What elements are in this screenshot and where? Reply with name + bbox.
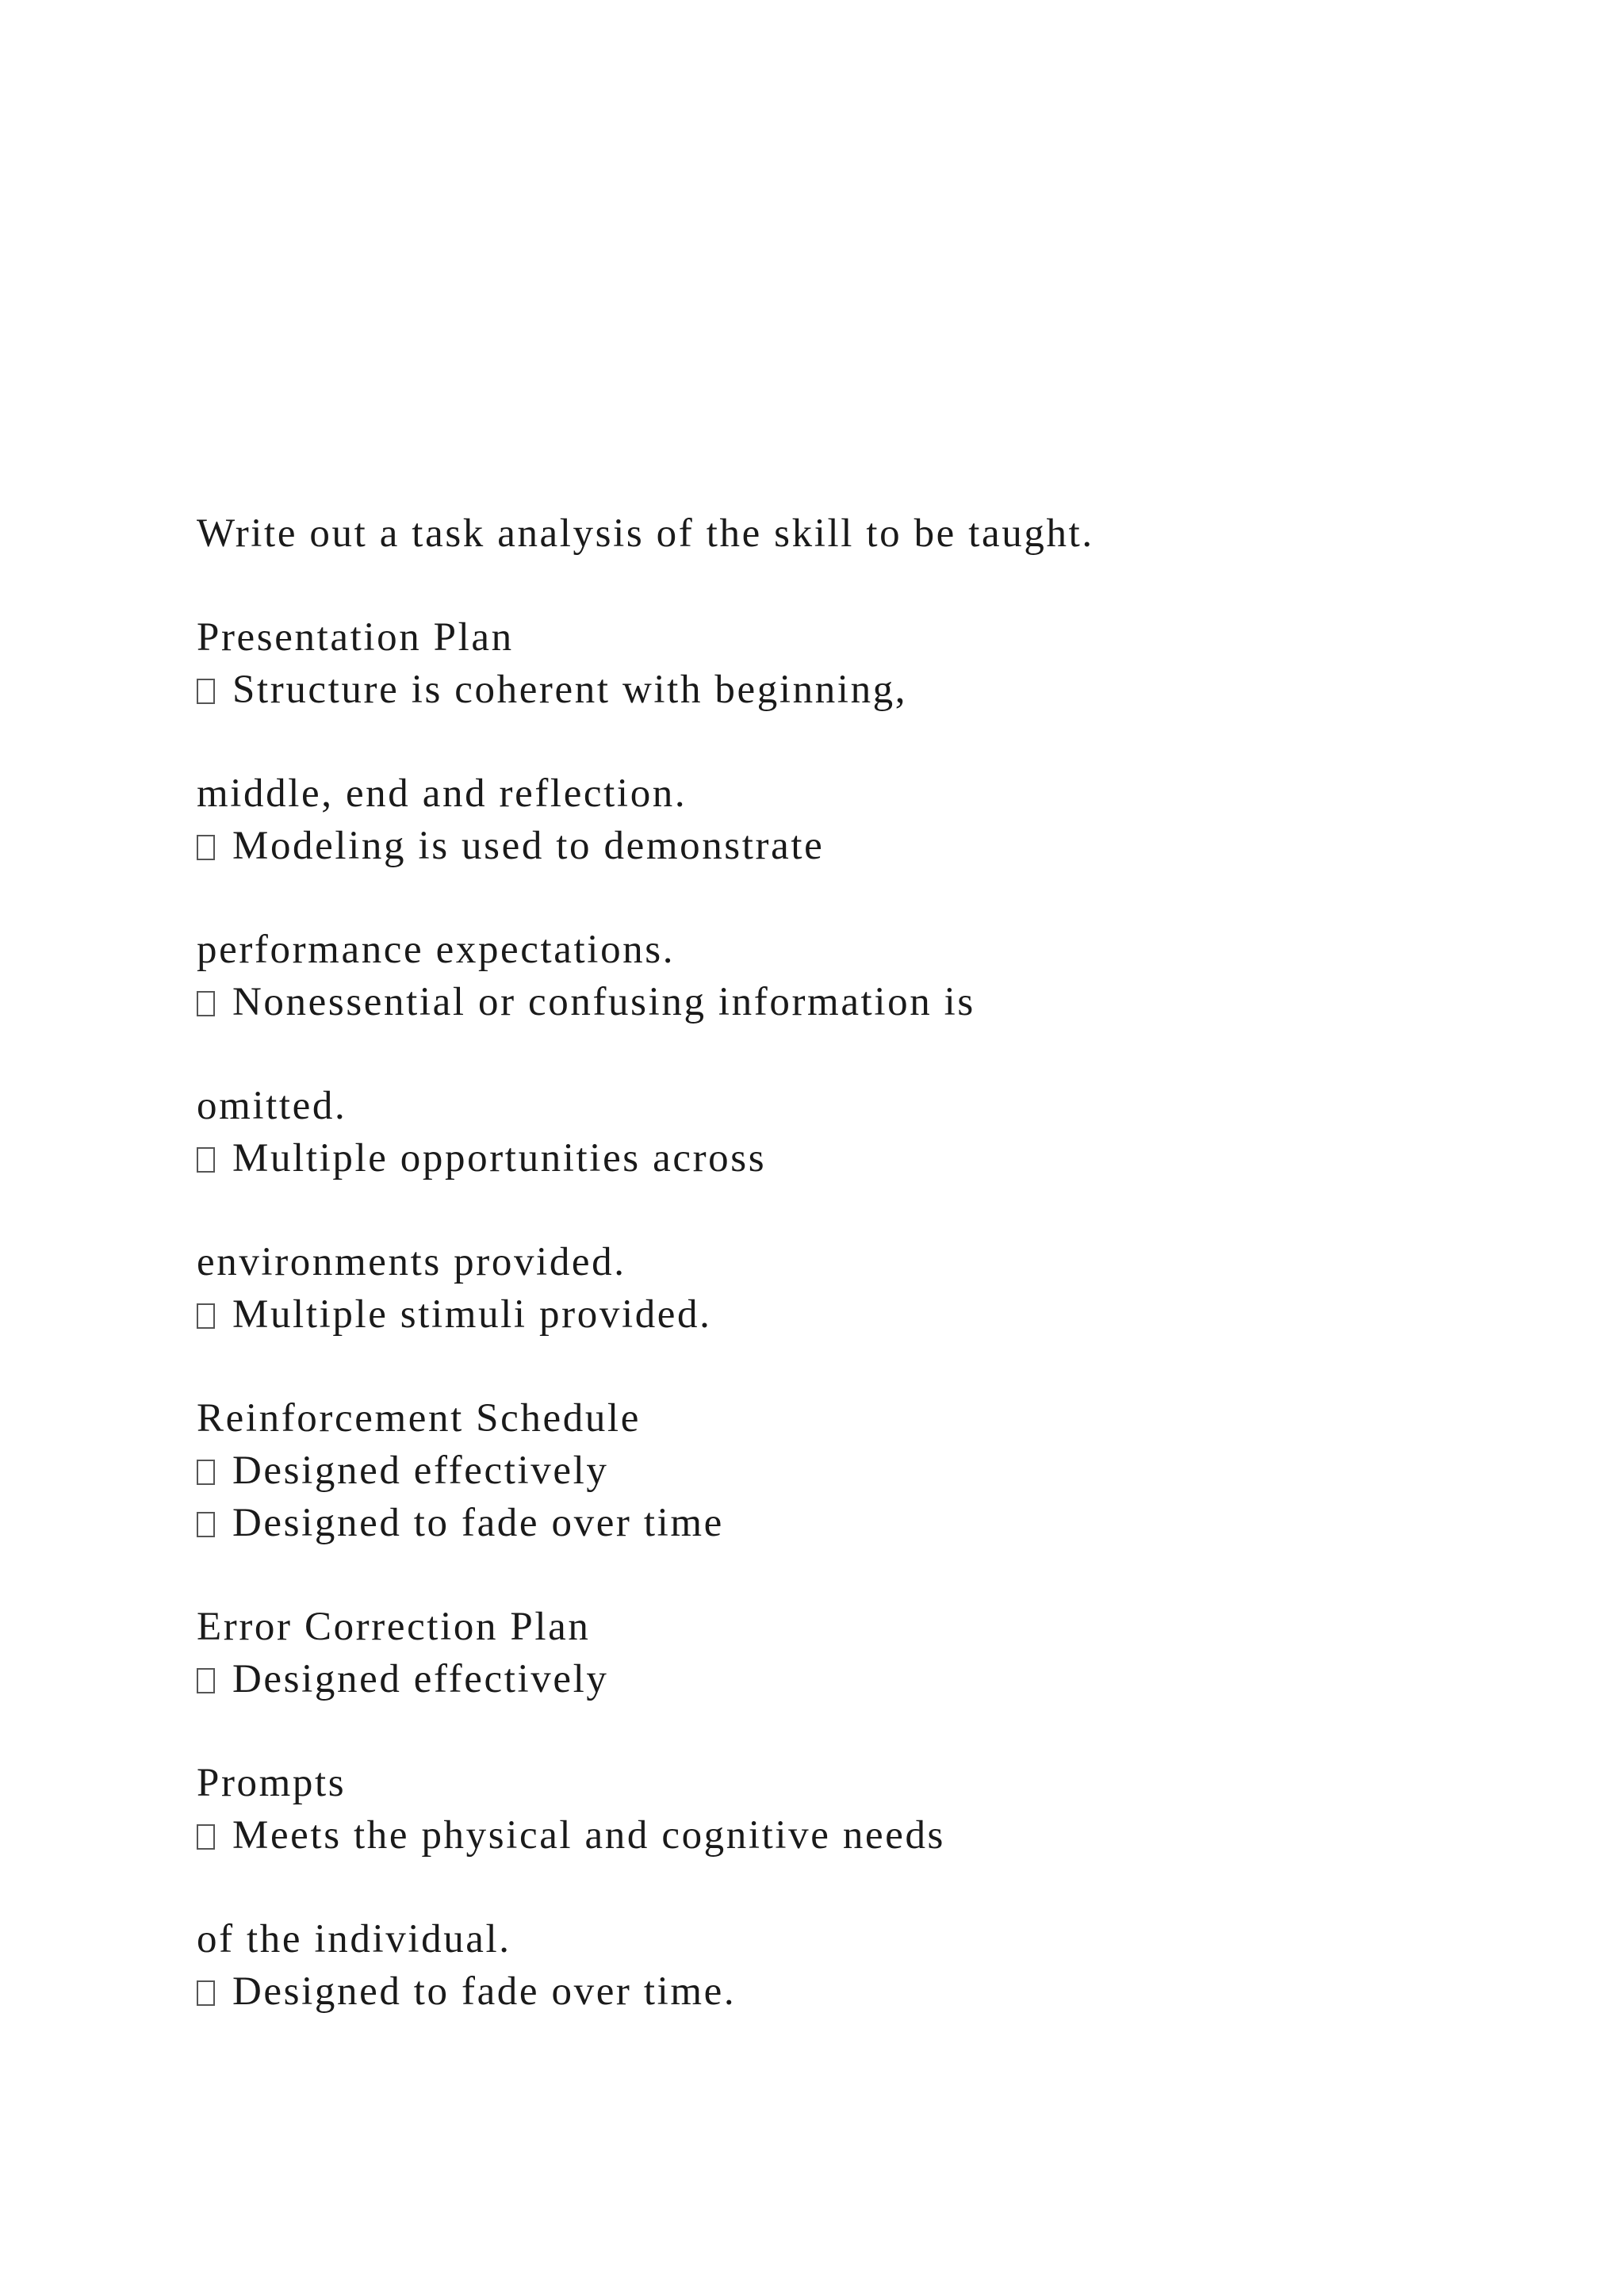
- checkbox-icon: [197, 1303, 215, 1329]
- item-text: Designed to fade over time: [232, 1501, 724, 1545]
- item-continuation: performance expectations.: [197, 928, 676, 972]
- checkbox-icon: [197, 1824, 215, 1850]
- item-continuation: omitted.: [197, 1084, 347, 1128]
- checkbox-icon: [197, 835, 215, 860]
- item-continuation: of the individual.: [197, 1917, 511, 1961]
- item-text: Meets the physical and cognitive needs: [232, 1813, 945, 1858]
- error-correction-heading: Error Correction Plan: [197, 1605, 591, 1649]
- checklist-item: [197, 1288, 712, 1341]
- checklist-item: [197, 1497, 724, 1549]
- checkbox-icon: [197, 1980, 215, 2006]
- presentation-plan-heading: Presentation Plan: [197, 615, 514, 660]
- checkbox-icon: [197, 1668, 215, 1693]
- item-text: Designed to fade over time.: [232, 1969, 737, 2014]
- item-text: Designed effectively: [232, 1657, 609, 1701]
- item-text: Designed effectively: [232, 1448, 609, 1493]
- checklist-item: [197, 976, 975, 1028]
- item-continuation: middle, end and reflection.: [197, 771, 688, 816]
- checklist-item: [197, 1965, 736, 2018]
- checklist-item: [197, 1445, 608, 1497]
- checklist-item: [197, 1132, 766, 1184]
- checkbox-icon: [197, 1512, 215, 1537]
- item-text: Modeling is used to demonstrate: [232, 824, 825, 868]
- checklist-item: [197, 664, 907, 716]
- checklist-item: [197, 1809, 945, 1862]
- checkbox-icon: [197, 991, 215, 1016]
- item-text: Multiple opportunities across: [232, 1136, 767, 1181]
- checkbox-icon: [197, 1460, 215, 1485]
- item-text: Structure is coherent with beginning,: [232, 668, 908, 712]
- item-continuation: environments provided.: [197, 1240, 626, 1284]
- checkbox-icon: [197, 1147, 215, 1173]
- item-text: Nonessential or confusing information is: [232, 980, 975, 1024]
- item-text: Multiple stimuli provided.: [232, 1292, 712, 1337]
- prompts-heading: Prompts: [197, 1761, 347, 1805]
- checkbox-icon: [197, 679, 215, 704]
- checklist-item: [197, 820, 824, 872]
- checklist-item: [197, 1653, 608, 1705]
- intro-text: Write out a task analysis of the skill to be taught.: [197, 511, 1094, 556]
- reinforcement-schedule-heading: Reinforcement Schedule: [197, 1396, 641, 1441]
